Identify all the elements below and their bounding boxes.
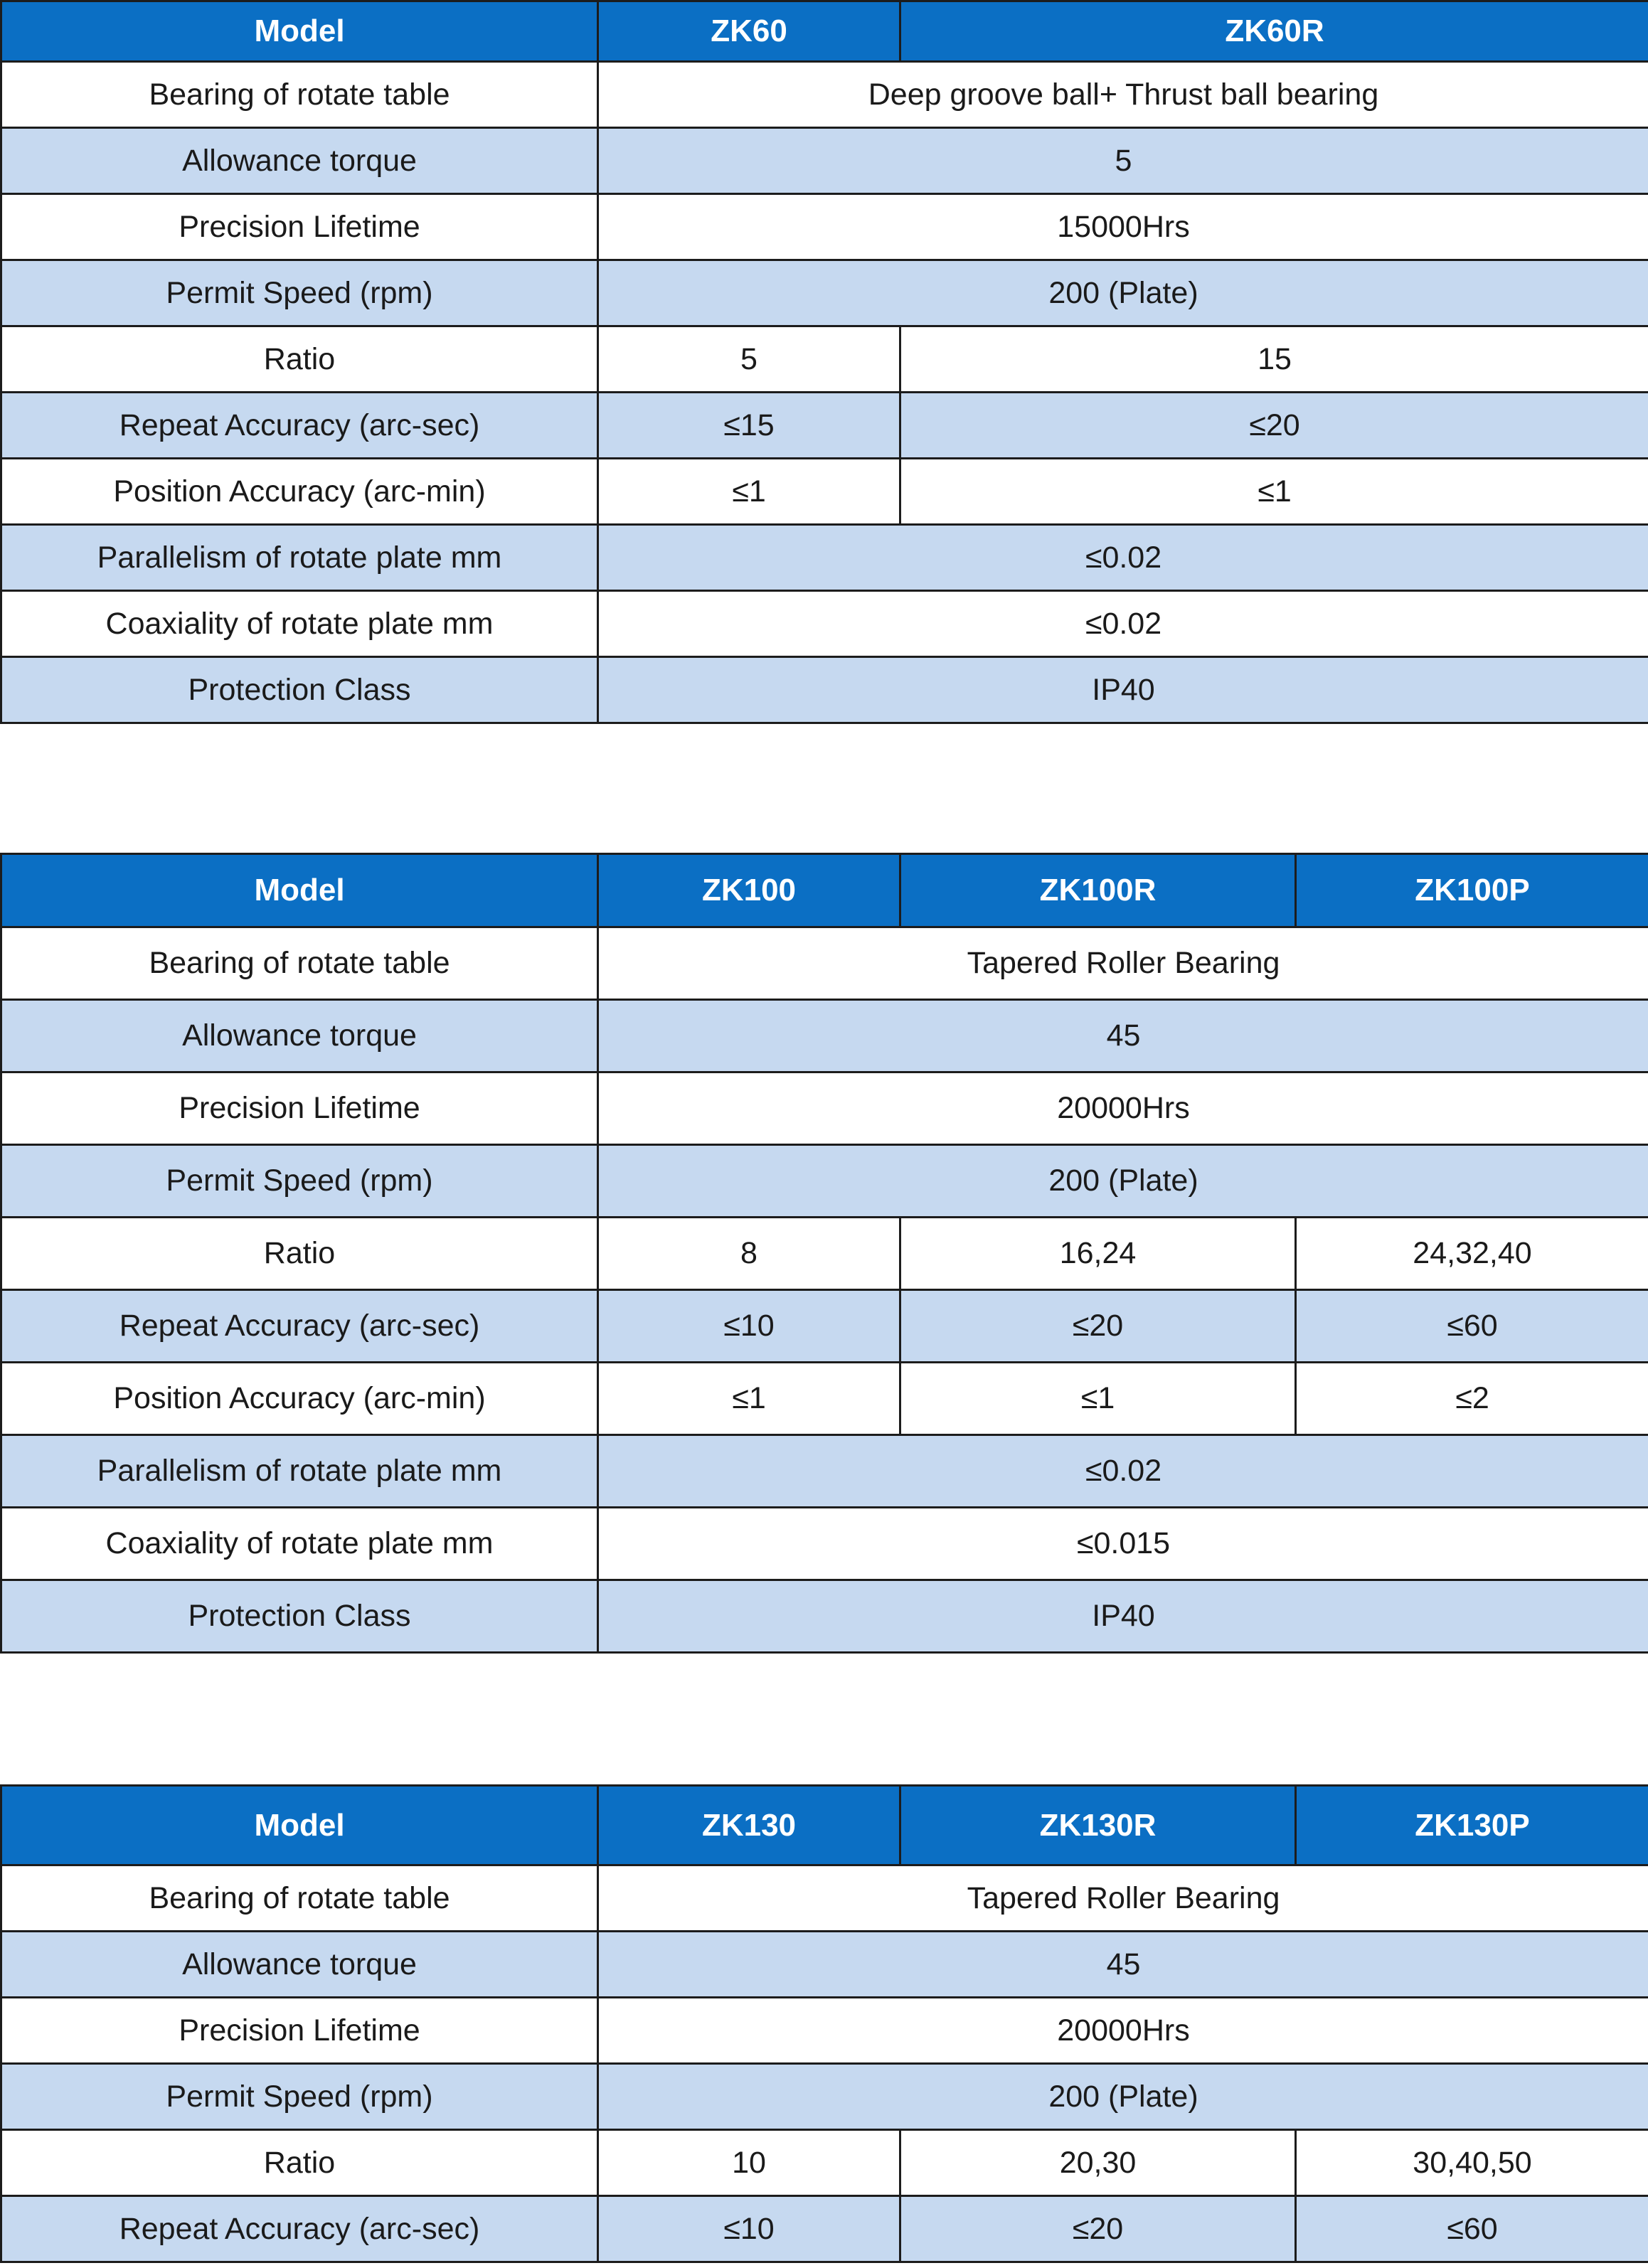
spec-table-zk100 [0, 853, 1648, 1654]
table-row [1, 1072, 1648, 1145]
row-label: Parallelism of rotate plate mm [1, 525, 598, 591]
header-zk60: ZK60 [598, 1, 900, 62]
row-label: Permit Speed (rpm) [1, 1145, 598, 1218]
row-value: ≤1 [900, 1363, 1296, 1435]
row-value: Deep groove ball+ Thrust ball bearing [598, 62, 1648, 128]
table-row [1, 1145, 1648, 1218]
table-row [1, 2064, 1648, 2130]
table-row [1, 1435, 1648, 1508]
table-row [1, 1580, 1648, 1653]
row-value: ≤10 [598, 1290, 900, 1363]
table-row [1, 1508, 1648, 1580]
header-zk100r: ZK100R [900, 854, 1296, 927]
row-label: Position Accuracy (arc-min) [1, 1363, 598, 1435]
table-row [1, 62, 1648, 128]
row-value: 45 [598, 1000, 1648, 1072]
row-value: Tapered Roller Bearing [598, 927, 1648, 1000]
row-value: 20000Hrs [598, 1998, 1648, 2064]
table-row [1, 393, 1648, 459]
table-row [1, 1218, 1648, 1290]
header-model: Model [1, 1786, 598, 1865]
table-header-row [1, 854, 1648, 927]
table-row [1, 657, 1648, 723]
row-value: ≤0.015 [598, 1508, 1648, 1580]
row-value: IP40 [598, 657, 1648, 723]
row-label: Ratio [1, 1218, 598, 1290]
row-value: ≤20 [900, 393, 1648, 459]
table-row [1, 326, 1648, 393]
row-label: Allowance torque [1, 1932, 598, 1998]
header-model: Model [1, 1, 598, 62]
row-label: Protection Class [1, 1580, 598, 1653]
table-row [1, 1363, 1648, 1435]
header-zk60r: ZK60R [900, 1, 1648, 62]
row-label: Repeat Accuracy (arc-sec) [1, 2196, 598, 2262]
row-label: Precision Lifetime [1, 1998, 598, 2064]
row-value: 20000Hrs [598, 1072, 1648, 1145]
row-value: 24,32,40 [1296, 1218, 1648, 1290]
row-label: Permit Speed (rpm) [1, 2064, 598, 2130]
row-value: ≤20 [900, 2196, 1296, 2262]
row-value: ≤20 [900, 1290, 1296, 1363]
row-label: Precision Lifetime [1, 1072, 598, 1145]
table-header-row [1, 1786, 1648, 1865]
row-value: 16,24 [900, 1218, 1296, 1290]
row-value: 8 [598, 1218, 900, 1290]
row-label: Parallelism of rotate plate mm [1, 1435, 598, 1508]
row-label: Ratio [1, 2130, 598, 2196]
table-row [1, 128, 1648, 194]
table-row [1, 459, 1648, 525]
row-value: ≤60 [1296, 2196, 1648, 2262]
row-value: 200 (Plate) [598, 2064, 1648, 2130]
row-label: Bearing of rotate table [1, 927, 598, 1000]
row-label: Allowance torque [1, 1000, 598, 1072]
row-value: 20,30 [900, 2130, 1296, 2196]
table-row [1, 1998, 1648, 2064]
row-value: ≤0.02 [598, 1435, 1648, 1508]
row-value: 5 [598, 128, 1648, 194]
table-row [1, 1865, 1648, 1932]
row-value: ≤0.02 [598, 591, 1648, 657]
table-row [1, 1932, 1648, 1998]
spec-table-zk60 [0, 0, 1648, 724]
table-row [1, 260, 1648, 326]
table-header-row [1, 1, 1648, 62]
spec-table-zk130 [0, 1784, 1648, 2263]
row-value: 15000Hrs [598, 194, 1648, 260]
header-zk100p: ZK100P [1296, 854, 1648, 927]
header-zk130: ZK130 [598, 1786, 900, 1865]
row-label: Permit Speed (rpm) [1, 260, 598, 326]
row-label: Bearing of rotate table [1, 62, 598, 128]
row-value: ≤1 [598, 1363, 900, 1435]
row-value: 10 [598, 2130, 900, 2196]
row-value: 200 (Plate) [598, 260, 1648, 326]
row-value: ≤2 [1296, 1363, 1648, 1435]
row-label: Ratio [1, 326, 598, 393]
table-row [1, 927, 1648, 1000]
row-value: IP40 [598, 1580, 1648, 1653]
row-label: Protection Class [1, 657, 598, 723]
header-model: Model [1, 854, 598, 927]
row-value: 30,40,50 [1296, 2130, 1648, 2196]
table-row [1, 2130, 1648, 2196]
header-zk100: ZK100 [598, 854, 900, 927]
row-label: Repeat Accuracy (arc-sec) [1, 393, 598, 459]
row-value: ≤15 [598, 393, 900, 459]
table-row [1, 194, 1648, 260]
row-value: ≤1 [598, 459, 900, 525]
row-label: Precision Lifetime [1, 194, 598, 260]
row-label: Coaxiality of rotate plate mm [1, 591, 598, 657]
row-value: ≤0.02 [598, 525, 1648, 591]
row-label: Bearing of rotate table [1, 1865, 598, 1932]
row-value: 200 (Plate) [598, 1145, 1648, 1218]
row-value: 15 [900, 326, 1648, 393]
header-zk130p: ZK130P [1296, 1786, 1648, 1865]
row-value: ≤10 [598, 2196, 900, 2262]
table-row [1, 525, 1648, 591]
row-value: Tapered Roller Bearing [598, 1865, 1648, 1932]
header-zk130r: ZK130R [900, 1786, 1296, 1865]
table-row [1, 1290, 1648, 1363]
row-label: Repeat Accuracy (arc-sec) [1, 1290, 598, 1363]
row-value: 45 [598, 1932, 1648, 1998]
row-value: 5 [598, 326, 900, 393]
row-value: ≤1 [900, 459, 1648, 525]
table-row [1, 2196, 1648, 2262]
table-row [1, 1000, 1648, 1072]
row-label: Position Accuracy (arc-min) [1, 459, 598, 525]
table-row [1, 591, 1648, 657]
row-value: ≤60 [1296, 1290, 1648, 1363]
row-label: Allowance torque [1, 128, 598, 194]
row-label: Coaxiality of rotate plate mm [1, 1508, 598, 1580]
